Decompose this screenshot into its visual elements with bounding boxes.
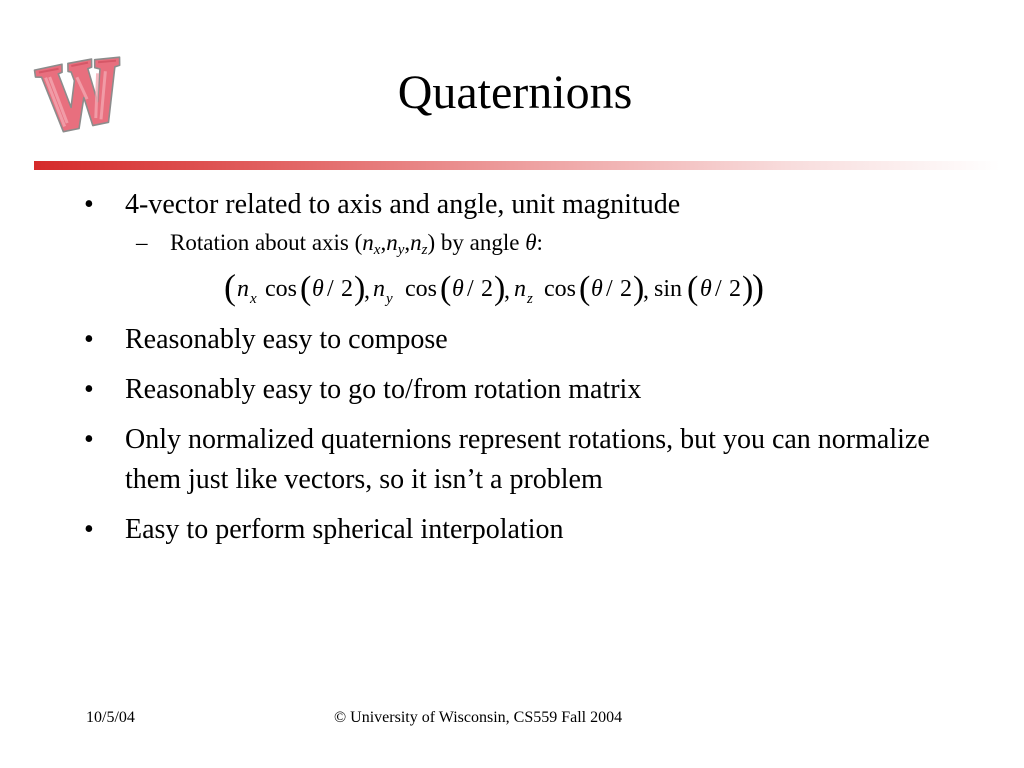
formula-open-paren: ( <box>224 267 236 307</box>
math-n: n <box>362 230 374 255</box>
formula-subscript: y <box>386 291 393 307</box>
wisconsin-w-logo-icon <box>30 42 130 142</box>
sub-bullet-marker: – <box>136 230 148 255</box>
bullet-item <box>84 510 984 550</box>
bullet-item <box>84 320 984 360</box>
formula-open-paren: ( <box>300 270 312 307</box>
formula-open-paren: ( <box>440 270 452 307</box>
bullet-item <box>84 420 984 500</box>
math-subscript: z <box>421 242 428 258</box>
formula-open-paren: ( <box>687 270 699 307</box>
bullet-text: 4-vector related to axis and angle, unit magnitude <box>125 189 681 220</box>
formula-comma: , <box>504 278 510 304</box>
math-comma: , <box>404 230 411 255</box>
formula-theta: θ <box>452 276 464 302</box>
bullet-marker: • <box>84 189 94 220</box>
bullet-item <box>84 370 984 410</box>
bullet-text: Reasonably easy to go to/from rotation matrix <box>125 374 642 405</box>
formula-n: n <box>237 276 249 302</box>
math-comma: , <box>380 230 387 255</box>
bullet-marker: • <box>84 374 94 405</box>
footer-copyright: © University of Wisconsin, CS559 Fall 2004 <box>334 709 623 726</box>
sub-bullet-text <box>170 229 543 264</box>
bullet-text: Only normalized quaternions represent rotations, but you can normalize them just like vectors, so it isn’t a problem <box>125 424 930 495</box>
slide-title: Quaternions <box>397 66 633 119</box>
math-subscript: x <box>373 242 381 258</box>
sub-bullet-item <box>136 229 984 264</box>
formula-two: 2 <box>481 276 493 302</box>
formula-close-paren: ) <box>752 267 764 307</box>
sub-bullet-suffix: : <box>536 230 543 255</box>
formula-n: n <box>514 276 526 302</box>
math-subscript: y <box>397 242 405 258</box>
quaternion-formula <box>224 266 984 310</box>
formula-slash: / <box>327 276 334 302</box>
footer-date: 10/5/04 <box>86 709 135 726</box>
formula-cos: cos <box>405 276 437 302</box>
bullet-text: Reasonably easy to compose <box>125 324 448 355</box>
formula-close-paren: ) <box>354 270 366 307</box>
bullet-text: Easy to perform spherical interpolation <box>125 514 564 545</box>
formula-comma: , <box>643 278 649 304</box>
bullet-item <box>84 185 984 225</box>
formula-subscript: x <box>250 291 257 307</box>
formula-subscript: z <box>527 291 533 307</box>
math-n: n <box>386 230 398 255</box>
formula-close-paren: ) <box>494 270 506 307</box>
formula-theta: θ <box>700 276 712 302</box>
formula-slash: / <box>606 276 613 302</box>
formula-theta: θ <box>312 276 324 302</box>
formula-close-paren: ) <box>742 270 754 307</box>
formula-close-paren: ) <box>633 270 645 307</box>
formula-cos: cos <box>265 276 297 302</box>
slide-content <box>84 185 984 560</box>
math-n: n <box>410 230 422 255</box>
sub-bullet-middle: ) by angle <box>427 230 526 255</box>
formula-open-paren: ( <box>579 270 591 307</box>
bullet-marker: • <box>84 324 94 355</box>
formula-cos: cos <box>544 276 576 302</box>
formula-comma: , <box>364 278 370 304</box>
bullet-marker: • <box>84 514 94 545</box>
formula-two: 2 <box>729 276 741 302</box>
formula-slash: / <box>467 276 474 302</box>
formula-sin: sin <box>654 276 683 302</box>
formula-n: n <box>373 276 385 302</box>
formula-theta: θ <box>591 276 603 302</box>
formula-two: 2 <box>341 276 353 302</box>
formula-slash: / <box>715 276 722 302</box>
title-divider <box>34 161 1000 170</box>
formula-two: 2 <box>620 276 632 302</box>
bullet-marker: • <box>84 424 94 455</box>
formula-svg <box>224 266 844 310</box>
sub-bullet-prefix: Rotation about axis ( <box>170 230 363 255</box>
math-theta: θ <box>525 230 537 255</box>
